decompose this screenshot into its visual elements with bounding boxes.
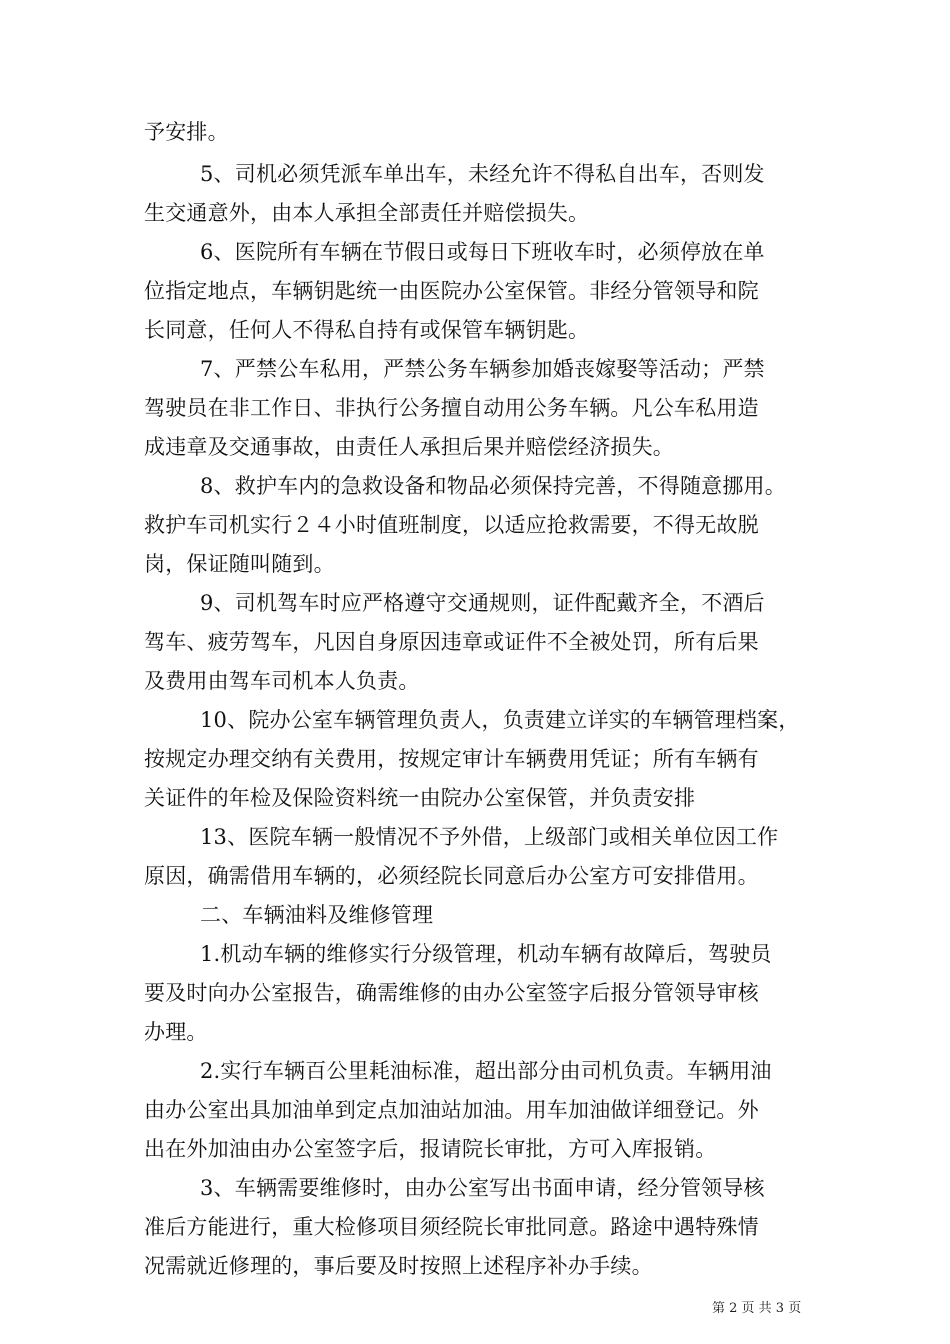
paragraph-line: 岗，保证随叫随到。 bbox=[144, 552, 335, 576]
paragraph-line: 5、司机必须凭派车单出车，未经允许不得私自出车，否则发 bbox=[200, 162, 765, 186]
paragraph-line: 准后方能进行，重大检修项目须经院长审批同意。路途中遇特殊情 bbox=[144, 1215, 759, 1239]
paragraph-line: 成违章及交通事故，由责任人承担后果并赔偿经济损失。 bbox=[144, 435, 674, 459]
paragraph-line: 生交通意外，由本人承担全部责任并赔偿损失。 bbox=[144, 201, 590, 225]
paragraph-line: 位指定地点，车辆钥匙统一由医院办公室保管。非经分管领导和院 bbox=[144, 279, 759, 303]
paragraph-line: 办理。 bbox=[144, 1020, 208, 1044]
paragraph-line: 救护车司机实行２４小时值班制度，以适应抢救需要，不得无故脱 bbox=[144, 513, 759, 537]
paragraph-line: 13、医院车辆一般情况不予外借，上级部门或相关单位因工作 bbox=[200, 825, 779, 849]
paragraph-line: 按规定办理交纳有关费用，按规定审计车辆费用凭证；所有车辆有 bbox=[144, 747, 759, 771]
paragraph-line: 况需就近修理的，事后要及时按照上述程序补办手续。 bbox=[144, 1254, 653, 1278]
paragraph-line: 驾车、疲劳驾车，凡因自身原因违章或证件不全被处罚，所有后果 bbox=[144, 630, 759, 654]
paragraph-line: 原因，确需借用车辆的，必须经院长同意后办公室方可安排借用。 bbox=[144, 864, 759, 888]
paragraph-line: 7、严禁公车私用，严禁公务车辆参加婚丧嫁娶等活动；严禁 bbox=[200, 357, 765, 381]
paragraph-line: 关证件的年检及保险资料统一由院办公室保管，并负责安排 bbox=[144, 786, 696, 810]
paragraph-line: 予安排。 bbox=[144, 120, 229, 144]
paragraph-line: 长同意，任何人不得私自持有或保管车辆钥匙。 bbox=[144, 318, 590, 342]
paragraph-line: 8、救护车内的急救设备和物品必须保持完善，不得随意挪用。 bbox=[200, 474, 786, 498]
page-number-footer: 第 2 页 共 3 页 bbox=[712, 1301, 802, 1316]
paragraph-line: 出在外加油由办公室签字后，报请院长审批，方可入库报销。 bbox=[144, 1137, 717, 1161]
paragraph-line: 及费用由驾车司机本人负责。 bbox=[144, 669, 420, 693]
paragraph-line: 10、院办公室车辆管理负责人，负责建立详实的车辆管理档案， bbox=[200, 708, 800, 732]
paragraph-line: 由办公室出具加油单到定点加油站加油。用车加油做详细登记。外 bbox=[144, 1098, 759, 1122]
paragraph-line: 驾驶员在非工作日、非执行公务擅自动用公务车辆。凡公车私用造 bbox=[144, 396, 759, 420]
paragraph-line: 9、司机驾车时应严格遵守交通规则，证件配戴齐全，不酒后 bbox=[200, 591, 765, 615]
paragraph-line: 3、车辆需要维修时，由办公室写出书面申请，经分管领导核 bbox=[200, 1176, 765, 1200]
paragraph-line: 6、医院所有车辆在节假日或每日下班收车时，必须停放在单 bbox=[200, 240, 765, 264]
paragraph-line: 要及时向办公室报告，确需维修的由办公室签字后报分管领导审核 bbox=[144, 981, 759, 1005]
section-heading: 二、车辆油料及维修管理 bbox=[200, 903, 434, 927]
paragraph-line: 2.实行车辆百公里耗油标准，超出部分由司机负责。车辆用油 bbox=[200, 1059, 772, 1083]
paragraph-line: 1.机动车辆的维修实行分级管理，机动车辆有故障后，驾驶员 bbox=[200, 942, 772, 966]
